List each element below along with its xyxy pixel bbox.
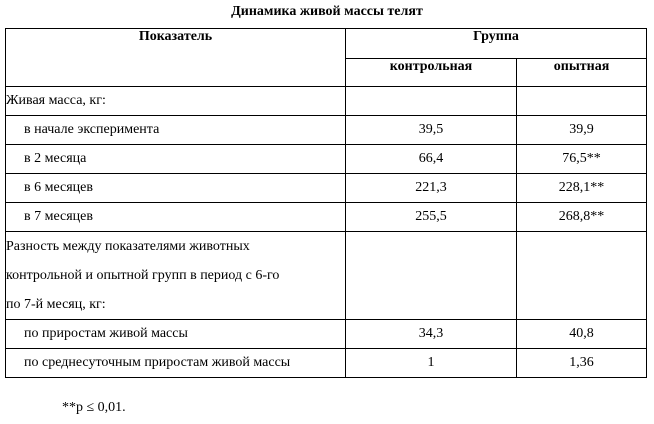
table-title: Динамика живой массы телят bbox=[231, 4, 423, 19]
experimental-value: 39,9 bbox=[517, 116, 647, 145]
table-row bbox=[6, 349, 647, 378]
live-weight-table bbox=[5, 28, 647, 378]
table-row bbox=[6, 232, 647, 320]
experimental-value: 76,5** bbox=[517, 145, 647, 174]
table-cell bbox=[517, 87, 647, 116]
row-label: в 2 месяца bbox=[6, 145, 346, 174]
control-value: 39,5 bbox=[346, 116, 517, 145]
row-label: в 6 месяцев bbox=[6, 174, 346, 203]
experimental-value: 228,1** bbox=[517, 174, 647, 203]
experimental-value: 1,36 bbox=[517, 349, 647, 378]
control-value: 34,3 bbox=[346, 320, 517, 349]
row-label: по приростам живой массы bbox=[6, 320, 346, 349]
header-control: контрольная bbox=[346, 59, 517, 87]
control-value: 66,4 bbox=[346, 145, 517, 174]
control-value: 1 bbox=[346, 349, 517, 378]
section-label-line: контрольной и опытной групп в период с 6-го bbox=[6, 268, 280, 283]
table-row bbox=[6, 320, 647, 349]
control-value: 255,5 bbox=[346, 203, 517, 232]
row-label: в 7 месяцев bbox=[6, 203, 346, 232]
section-label-line: по 7-й месяц, кг: bbox=[6, 297, 106, 312]
table-cell bbox=[517, 232, 647, 320]
experimental-value: 40,8 bbox=[517, 320, 647, 349]
control-value: 221,3 bbox=[346, 174, 517, 203]
table-cell bbox=[346, 232, 517, 320]
section-label-live-weight: Живая масса, кг: bbox=[6, 87, 346, 116]
table-row bbox=[6, 145, 647, 174]
table-row bbox=[6, 87, 647, 116]
experimental-value: 268,8** bbox=[517, 203, 647, 232]
footnote: **р ≤ 0,01. bbox=[62, 400, 126, 415]
row-label: в начале эксперимента bbox=[6, 116, 346, 145]
table-row bbox=[6, 116, 647, 145]
row-label: по среднесуточным приростам живой массы bbox=[6, 349, 346, 378]
header-group: Группа bbox=[346, 29, 647, 59]
table-cell bbox=[346, 87, 517, 116]
section-label-line: Разность между показателями животных bbox=[6, 239, 250, 254]
section-label-difference bbox=[6, 232, 346, 320]
header-indicator: Показатель bbox=[6, 29, 346, 87]
header-experimental: опытная bbox=[517, 59, 647, 87]
table-row bbox=[6, 203, 647, 232]
table-row bbox=[6, 174, 647, 203]
